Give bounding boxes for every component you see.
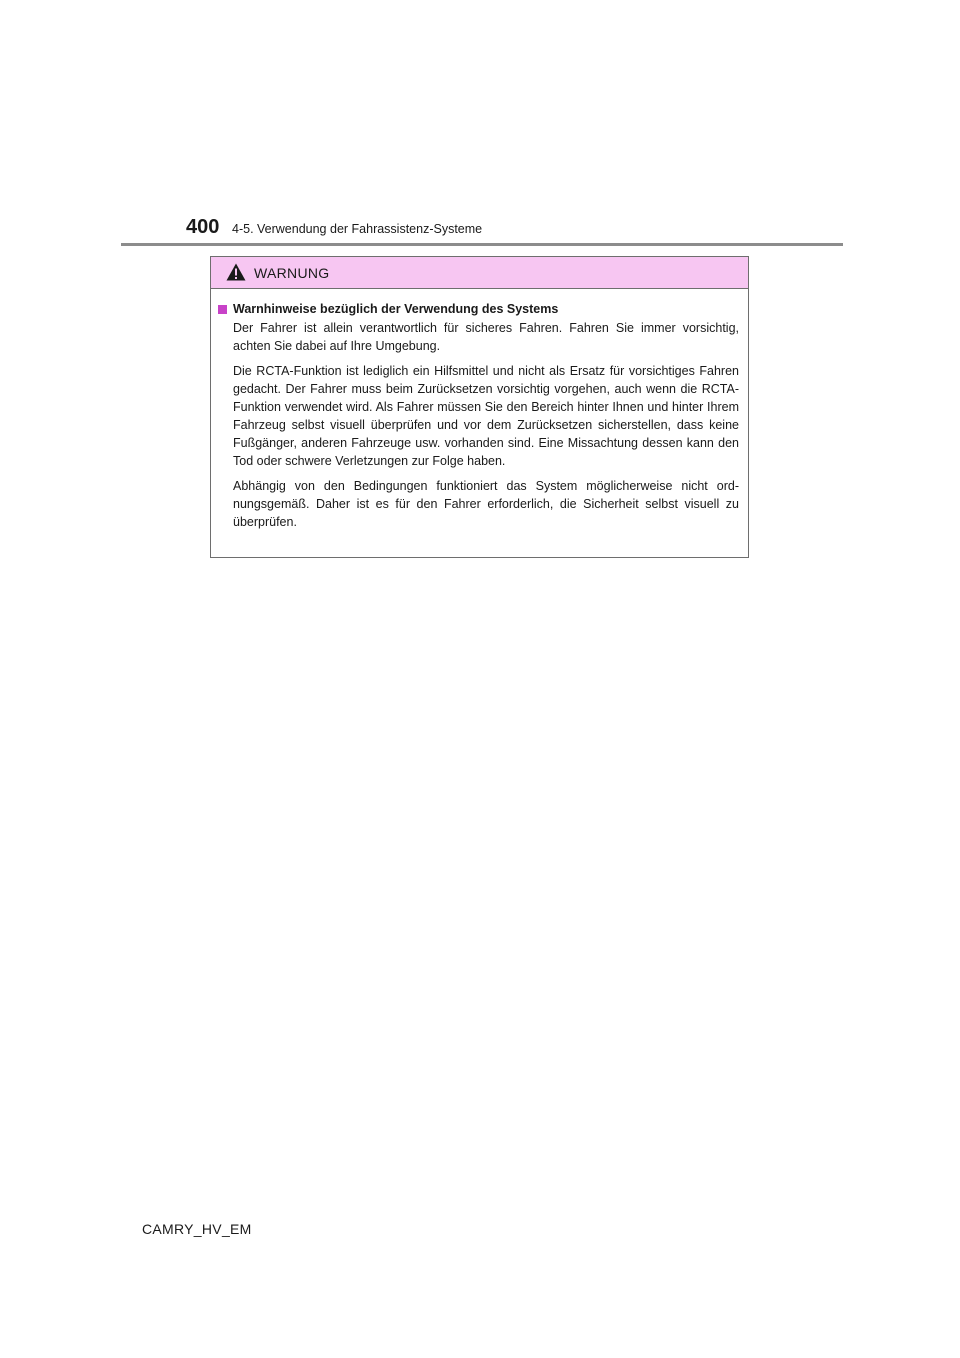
- warning-triangle-icon: [226, 263, 246, 281]
- warning-header: [211, 257, 748, 289]
- warning-paragraph-2: Die RCTA-Funktion ist lediglich ein Hilfsmittel und nicht als Ersatz für vorsichtiges Fahren gedacht. Der Fahrer muss beim Zurücksetzen vorsichtig vorgehen, auch wenn die RCTA-Funktion verwendet wird. Als Fahrer müssen Sie den Bereich hinter Ihnen und hinter Ihrem Fahrzeug selbst visuell überprüfen und vor dem Zurücksetzen sicherstellen, dass keine Fußgänger, anderen Fahrzeuge usw. vorhanden sind. Eine Missachtung dessen kann den Tod oder schwere Verletzungen zur Folge haben.: [233, 364, 739, 468]
- warning-heading-text: Warnhinweise bezüglich der Verwendung des Systems: [233, 302, 559, 316]
- warning-paragraph-3: Abhängig von den Bedingungen funktioniert das System möglicherweise nicht ordnungsgemäß. Daher ist es für den Fahrer erforderlich, die Sicherheit selbst visuell zu überprüfen.: [233, 479, 739, 529]
- warning-body: [211, 289, 748, 531]
- footer-model-code: CAMRY_HV_EM: [142, 1221, 252, 1237]
- section-title: 4-5. Verwendung der Fahrassistenz-Systeme: [232, 222, 483, 236]
- warning-box: [210, 256, 749, 558]
- square-bullet-icon: [218, 305, 227, 314]
- page-number: 400: [186, 216, 220, 238]
- warning-title: WARNUNG: [254, 265, 330, 281]
- warning-paragraph-1: Der Fahrer ist allein verantwortlich für sicheres Fahren. Fahren Sie immer vorsichtig, achten Sie dabei auf Ihre Umgebung.: [233, 321, 739, 353]
- warning-subheading: [218, 300, 739, 318]
- header-rule: [121, 243, 843, 246]
